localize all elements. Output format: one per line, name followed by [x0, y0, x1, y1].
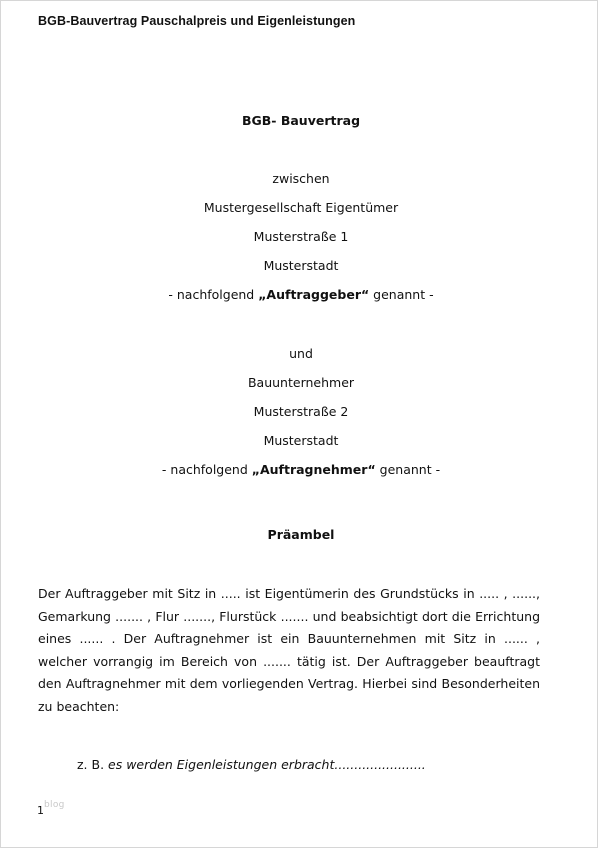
document-header-title: BGB-Bauvertrag Pauschalpreis und Eigenleistungen — [38, 14, 356, 28]
contract-title: BGB- Bauvertrag — [241, 113, 361, 128]
client-name: Mustergesellschaft Eigentümer — [203, 200, 399, 215]
client-street: Musterstraße 1 — [253, 229, 349, 244]
contractor-designation — [1, 462, 600, 478]
contractor-street: Musterstraße 2 — [253, 404, 349, 419]
client-designation-prefix: - nachfolgend — [168, 287, 259, 302]
client-city: Musterstadt — [263, 258, 339, 273]
contractor-name: Bauunternehmer — [247, 375, 355, 390]
contractor-designation-term: „Auftragnehmer“ — [251, 462, 376, 477]
preamble-paragraph: Der Auftraggeber mit Sitz in ..... ist Eigentümerin des Grundstücks in ..... , ......, Gemarkung ....... , Flur ......., Flurstück ....... und beabsichtigt dort die Errichtung eines ...... . Der Auftragnehmer ist ein Bauunternehmen mit Sitz in ...... , welcher vorrangig im Bereich von ....... tätig ist. Der Auftraggeber beauftragt den Auftragnehmer mit dem vorliegenden Vertrag. Hierbei sind Besonderheiten zu beachten: — [38, 586, 540, 714]
example-prefix: z. B. — [77, 757, 109, 772]
preamble-heading: Präambel — [267, 527, 335, 542]
contractor-designation-suffix: genannt - — [375, 462, 441, 477]
watermark-text: blog — [44, 800, 65, 810]
example-line — [77, 757, 426, 773]
client-designation — [1, 287, 600, 303]
contractor-city: Musterstadt — [263, 433, 339, 448]
client-designation-suffix: genannt - — [369, 287, 434, 302]
between-label: zwischen — [272, 171, 330, 186]
and-label: und — [289, 346, 313, 361]
example-text: es werden Eigenleistungen erbracht....................... — [108, 757, 426, 772]
client-designation-term: „Auftraggeber“ — [258, 287, 370, 302]
page-number: 1 — [37, 804, 44, 817]
contractor-designation-prefix: - nachfolgend — [161, 462, 252, 477]
